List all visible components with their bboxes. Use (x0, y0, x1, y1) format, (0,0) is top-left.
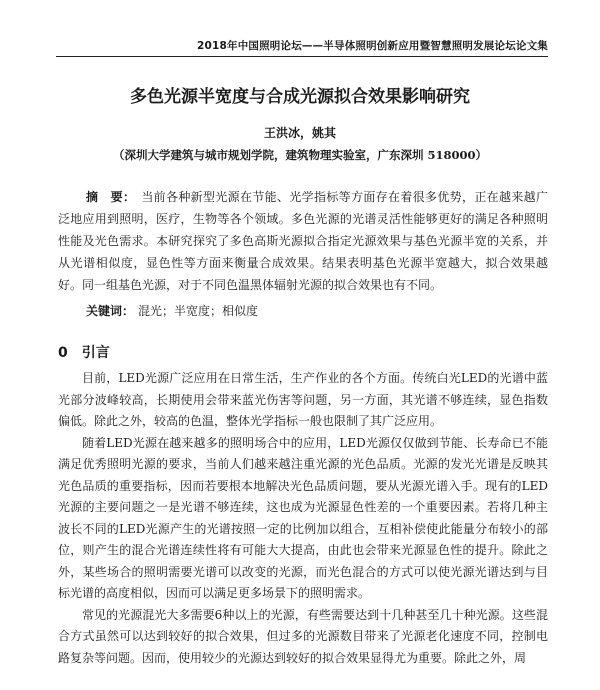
keywords-label: 关键词： (86, 304, 135, 318)
body-paragraph: 目前，LED光源广泛应用在日常生活，生产作业的各个方面。传统白光LED的光谱中蓝光部分波峰较高，长期使用会带来蓝光伤害等问题，另一方面，其光谱不够连续，显色指数偏低。除此之外，较高的色温，整体光学指标一般也限制了其广泛应用。 (58, 371, 548, 428)
abstract (58, 186, 548, 296)
keywords-text: 混光；半宽度；相似度 (138, 304, 259, 318)
body-paragraph: 随着LED光源在越来越多的照明场合中的应用，LED光源仅仅做到节能、长寿命已不能满足优秀照明光源的要求，当前人们越来越注重光源的光色品质。光源的发光光谱是反映其光色品质的重要指标，因而若要根本地解决光色品质问题，要从光源光谱入手。现有的LED光源的主要问题之一是光谱不够连续，这也成为光源显色性差的一个重要因素。若将几种主波长不同的LED光源产生的光谱按照一定的比例加以组合，互相补偿使此能量分布较小的部位，则产生的混合光谱连续性将有可能大大提高，由此也会带来光源显色性的提升。除此之外，某些场合的照明需要光谱可以改变的光源，而光色混合的方式可以使光源光谱达到与目标光谱的高度相似，因而可以满足更多场景下的照明需求。 (58, 435, 548, 600)
section-number: 0 (58, 345, 68, 361)
keywords (58, 300, 548, 322)
running-header: 2018年中国照明论坛——半导体照明创新应用暨智慧照明发展论坛论文集 (196, 40, 548, 52)
body-paragraph: 常见的光源混光大多需要6种以上的光源，有些需要达到十几种甚至几十种光源。这些混合方式虽然可以达到较好的拟合效果，但过多的光源数目带来了光源老化速度不同，控制电路复杂等问题。因而，使用较少的光源达到较好的拟合效果显得尤为重要。除此之外，周 (58, 607, 548, 665)
paper-title: 多色光源半宽度与合成光源拟合效果影响研究 (130, 87, 470, 107)
abstract-text: 当前各种新型光源在节能、光学指标等方面存在着很多优势，正在越来越广泛地应用到照明，医疗，生物等各个领域。多色光源的光谱灵活性能够更好的满足各种照明性能及光色需求。本研究探究了多色高斯光源拟合指定光源效果与基色光源半宽的关系，并从光谱相似度，显色性等方面来衡量合成效果。结果表明基色光源半宽越大，拟合效果越好。同一组基色光源，对于不同色温黑体辐射光源的拟合效果也有不同。 (58, 190, 548, 292)
section-heading (58, 342, 110, 362)
section-body (58, 368, 548, 669)
paper-affiliation: （深圳大学建筑与城市规划学院，建筑物理实验室，广东深圳 518000） (112, 148, 487, 162)
abstract-label: 摘 要： (86, 190, 136, 204)
section-title: 引言 (81, 345, 110, 361)
header-rule (56, 56, 548, 57)
paper-authors: 王洪冰，姚其 (263, 126, 336, 140)
